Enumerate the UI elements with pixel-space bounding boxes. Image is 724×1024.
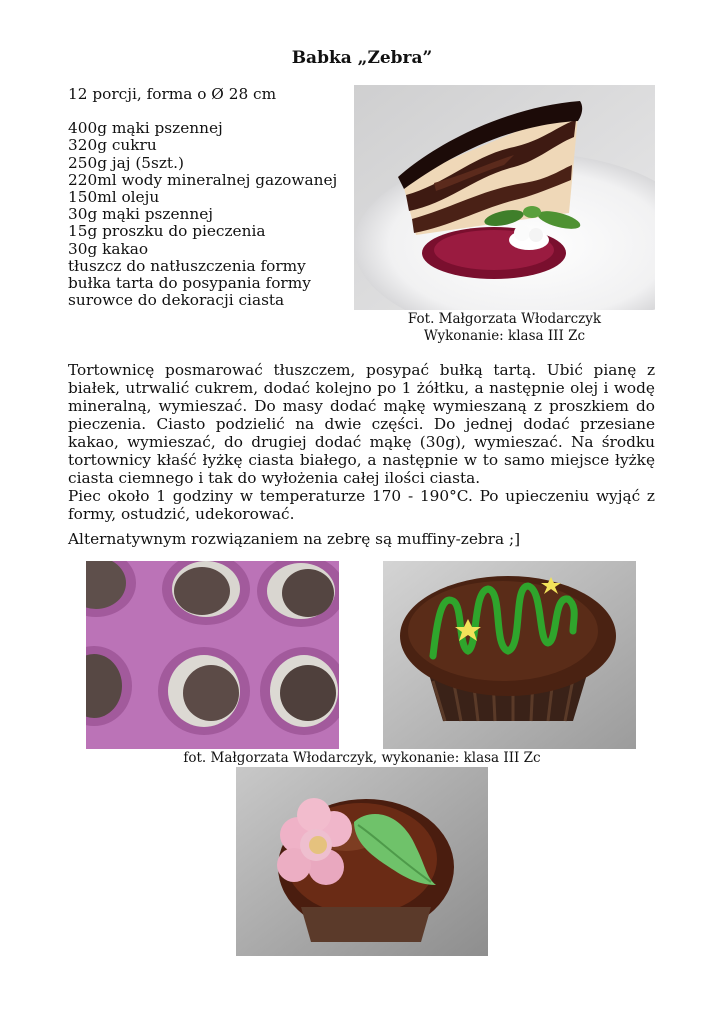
muffin-tin-photo [86, 561, 339, 749]
photo-caption-top [354, 311, 655, 345]
photo-caption-bottom: fot. Małgorzata Włodarczyk, wykonanie: klasa III Zc [183, 750, 541, 766]
flower-muffin-photo [236, 767, 488, 956]
ingredient-item: 30g mąki pszennej [68, 205, 214, 224]
green-muffin-photo [383, 561, 636, 749]
ingredient-item: 320g cukru [68, 136, 157, 155]
caption-line: Fot. Małgorzata Włodarczyk [407, 311, 602, 327]
page-title: Babka „Zebra” [291, 48, 433, 68]
instructions-text [68, 361, 655, 523]
instructions-paragraph: Tortownicę posmarować tłuszczem, posypać bułką tartą. Ubić pianę z białek, utrwalić cukrem, dodać kolejno po 1 żółtku, a następnie olej i wodę mineralną, wymieszać. Do masy dodać mąkę wymieszaną z proszkiem do pieczenia. Ciasto podzielić na dwie części. Do jednej dodać przesiane kakao, wymieszać, do drugiej dodać mąkę (30g), wymieszać. Na środku tortownicy kłaść łyżkę ciasta białego, a następnie w to samo miejsce łyżkę ciasta ciemnego i tak do wyłożenia całej ilości ciasta. [68, 361, 655, 487]
ingredient-item: 150ml oleju [68, 188, 160, 207]
ingredient-item: 400g mąki pszennej [68, 119, 223, 138]
ingredient-item: 15g proszku do pieczenia [68, 222, 266, 241]
alternative-text: Alternatywnym rozwiązaniem na zebrę są muffiny-zebra ;] [68, 530, 521, 548]
ingredient-item: surowce do dekoracji ciasta [68, 291, 285, 310]
ingredient-item: tłuszcz do natłuszczenia formy [68, 256, 306, 275]
zebra-cake-photo [354, 85, 655, 310]
instructions-paragraph: Piec około 1 godziny w temperaturze 170 - 190°C. Po upieczeniu wyjąć z formy, ostudzić, udekorować. [68, 487, 655, 523]
portions-text: 12 porcji, forma o Ø 28 cm [68, 85, 277, 103]
ingredients-list [68, 86, 348, 309]
ingredient-item: 30g kakao [68, 239, 149, 258]
ingredient-item: 250g jaj (5szt.) [68, 153, 184, 172]
caption-line: Wykonanie: klasa III Zc [423, 328, 586, 344]
ingredient-item: 220ml wody mineralnej gazowanej [68, 170, 338, 189]
ingredient-item: bułka tarta do posypania formy [68, 274, 311, 293]
